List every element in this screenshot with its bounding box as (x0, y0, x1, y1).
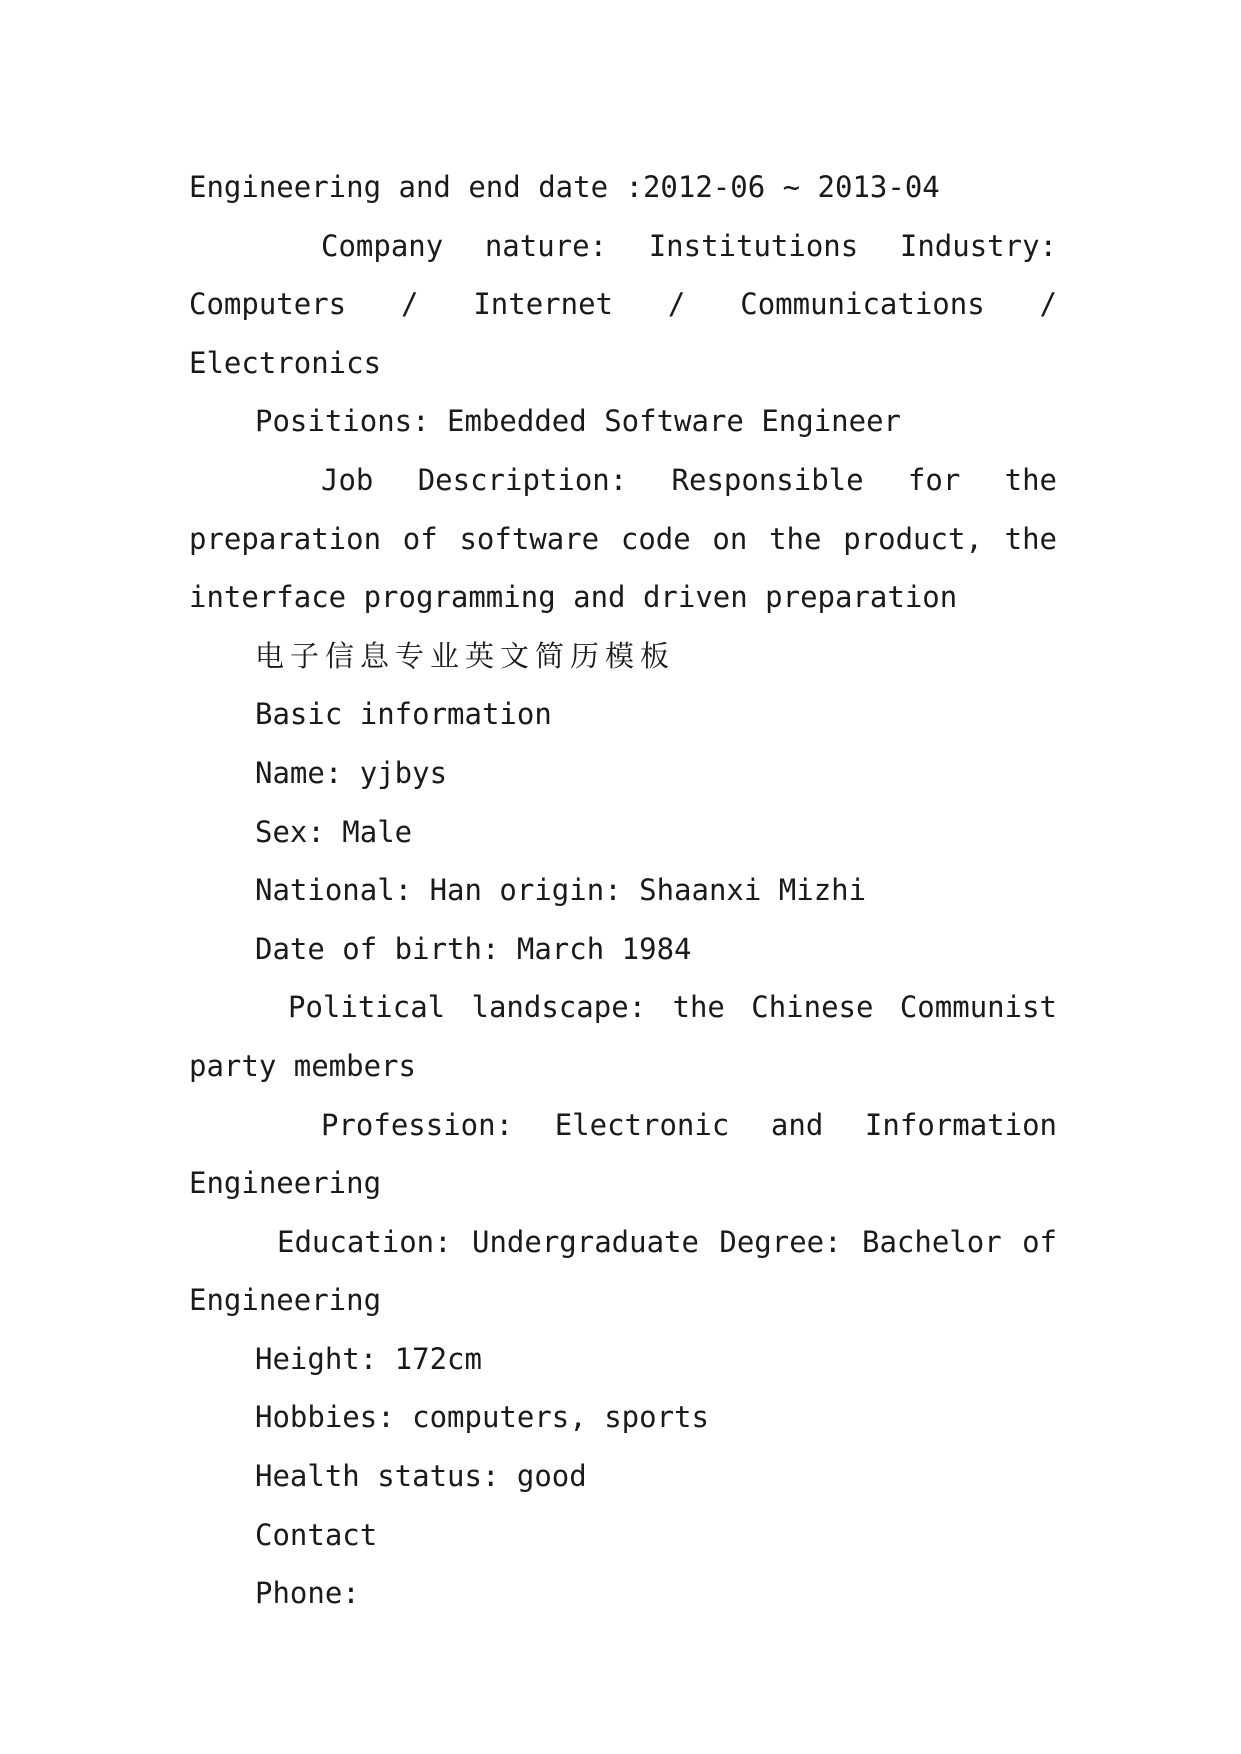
position-line: Positions: Embedded Software Engineer (255, 404, 902, 439)
hobbies-line: Hobbies: computers, sports (255, 1400, 709, 1435)
health-status-line: Health status: good (255, 1459, 587, 1494)
phone-line: Phone: (255, 1576, 360, 1611)
height-line: Height: 172cm (255, 1341, 482, 1376)
name-line: Name: yjbys (255, 755, 448, 790)
political-landscape-paragraph: Political landscape: the Chinese Communist party members (189, 990, 1057, 1083)
sex-line: Sex: Male (255, 814, 413, 849)
basic-information-heading: Basic information (255, 697, 552, 732)
resume-text (189, 158, 1057, 1623)
company-nature-paragraph: Company nature: Institutions Industry: Computers / Internet / Communications / Electronics (189, 228, 1057, 380)
section-title-cjk: 电子信息专业英文简历模板 (255, 638, 676, 673)
national-origin-line: National: Han origin: Shaanxi Mizhi (255, 873, 867, 908)
date-of-birth-line: Date of birth: March 1984 (255, 931, 692, 966)
profession-paragraph: Profession: Electronic and Information Engineering (189, 1107, 1057, 1201)
job-description-paragraph: Job Description: Responsible for the preparation of software code on the product, the interface programming and driven preparation (189, 462, 1057, 615)
employment-end-date-line: Engineering and end date :2012-06 ~ 2013-04 (189, 170, 940, 204)
contact-heading: Contact (255, 1517, 378, 1552)
education-paragraph: Education: Undergraduate Degree: Bachelor of Engineering (189, 1224, 1057, 1318)
